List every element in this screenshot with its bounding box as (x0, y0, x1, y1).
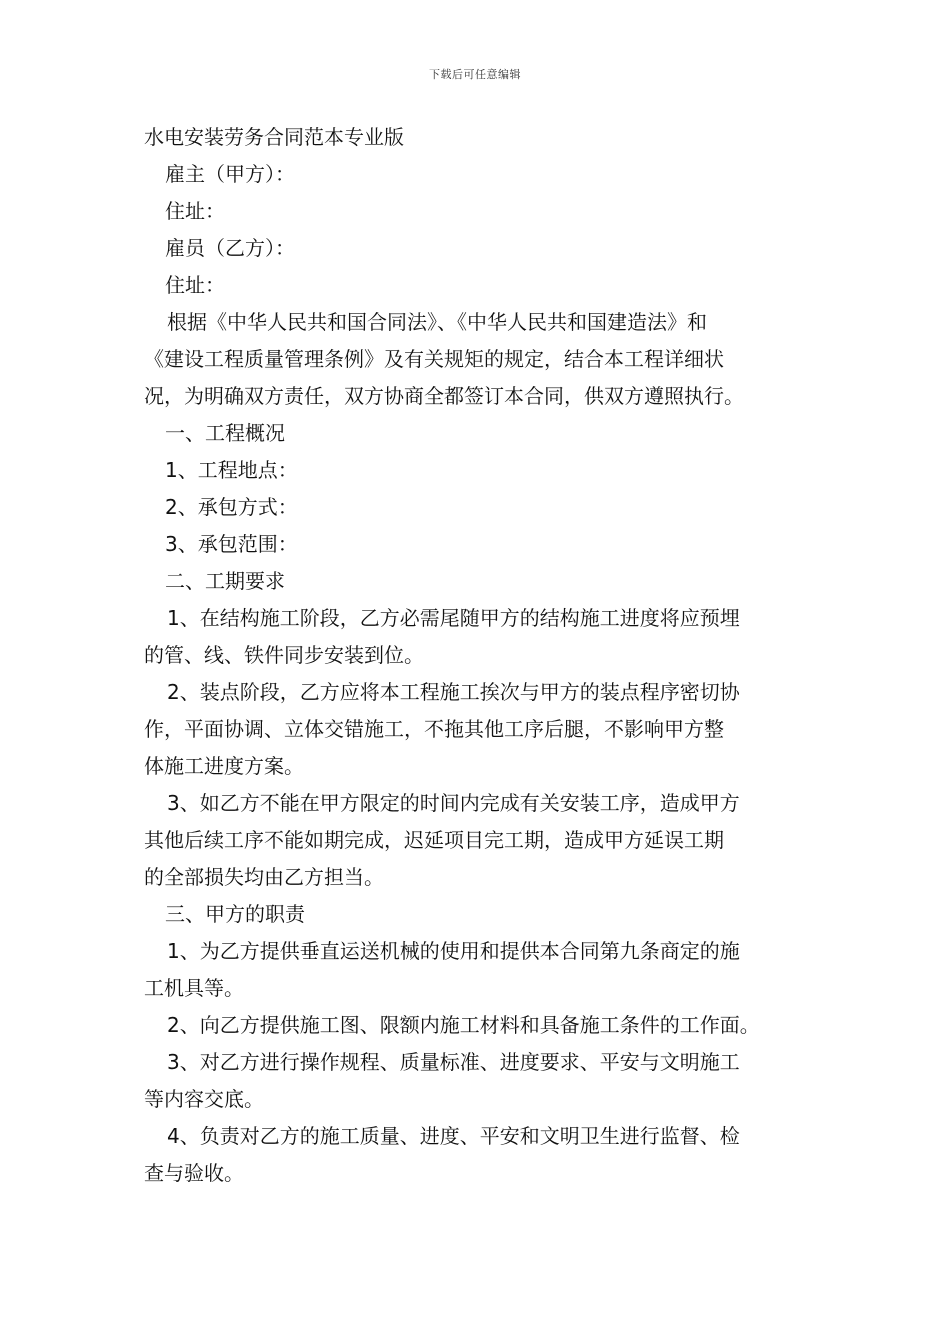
section-heading-project-overview: 一、工程概况 (165, 421, 285, 445)
intro-line: 况，为明确双方责任，双方协商全都签订本合同，供双方遵照执行。 (144, 384, 744, 408)
duty-clause-3-line: 3、对乙方进行操作规程、质量标准、进度要求、平安与文明施工 (167, 1050, 740, 1074)
contract-scope-item: 3、承包范围： (165, 532, 298, 556)
schedule-clause-2-line: 体施工进度方案。 (144, 754, 304, 778)
document-title: 水电安装劳务合同范本专业版 (144, 125, 404, 149)
employee-address-label: 住址： (165, 273, 225, 297)
contract-method-item: 2、承包方式： (165, 495, 298, 519)
schedule-clause-3-line: 其他后续工序不能如期完成，迟延项目完工期，造成甲方延误工期 (144, 828, 724, 852)
duty-clause-2-line: 2、向乙方提供施工图、限额内施工材料和具备施工条件的工作面。 (167, 1013, 760, 1037)
section-heading-party-a-duties: 三、甲方的职责 (165, 902, 305, 926)
page-header-note: 下载后可任意编辑 (429, 68, 521, 81)
schedule-clause-1-line: 的管、线、铁件同步安装到位。 (144, 643, 424, 667)
document-body (144, 119, 812, 1192)
intro-line: 《建设工程质量管理条例》及有关规矩的规定，结合本工程详细状 (144, 347, 724, 371)
intro-line: 根据《中华人民共和国合同法》、《中华人民共和国建造法》和 (167, 310, 707, 334)
schedule-clause-3-line: 3、如乙方不能在甲方限定的时间内完成有关安装工序，造成甲方 (167, 791, 740, 815)
employee-label: 雇员（乙方）： (165, 236, 295, 260)
schedule-clause-1-line: 1、在结构施工阶段，乙方必需尾随甲方的结构施工进度将应预埋 (167, 606, 740, 630)
duty-clause-4-line: 4、负责对乙方的施工质量、进度、平安和文明卫生进行监督、检 (167, 1124, 740, 1148)
employer-address-label: 住址： (165, 199, 225, 223)
duty-clause-3-line: 等内容交底。 (144, 1087, 264, 1111)
duty-clause-1-line: 工机具等。 (144, 976, 244, 1000)
duty-clause-4-line: 查与验收。 (144, 1161, 244, 1185)
schedule-clause-2-line: 作，平面协调、立体交错施工，不拖其他工序后腿，不影响甲方整 (144, 717, 724, 741)
project-location-item: 1、工程地点： (165, 458, 298, 482)
schedule-clause-2-line: 2、装点阶段，乙方应将本工程施工挨次与甲方的装点程序密切协 (167, 680, 740, 704)
duty-clause-1-line: 1、为乙方提供垂直运送机械的使用和提供本合同第九条商定的施 (167, 939, 740, 963)
section-heading-schedule: 二、工期要求 (165, 569, 285, 593)
employer-label: 雇主（甲方）： (165, 162, 295, 186)
schedule-clause-3-line: 的全部损失均由乙方担当。 (144, 865, 384, 889)
